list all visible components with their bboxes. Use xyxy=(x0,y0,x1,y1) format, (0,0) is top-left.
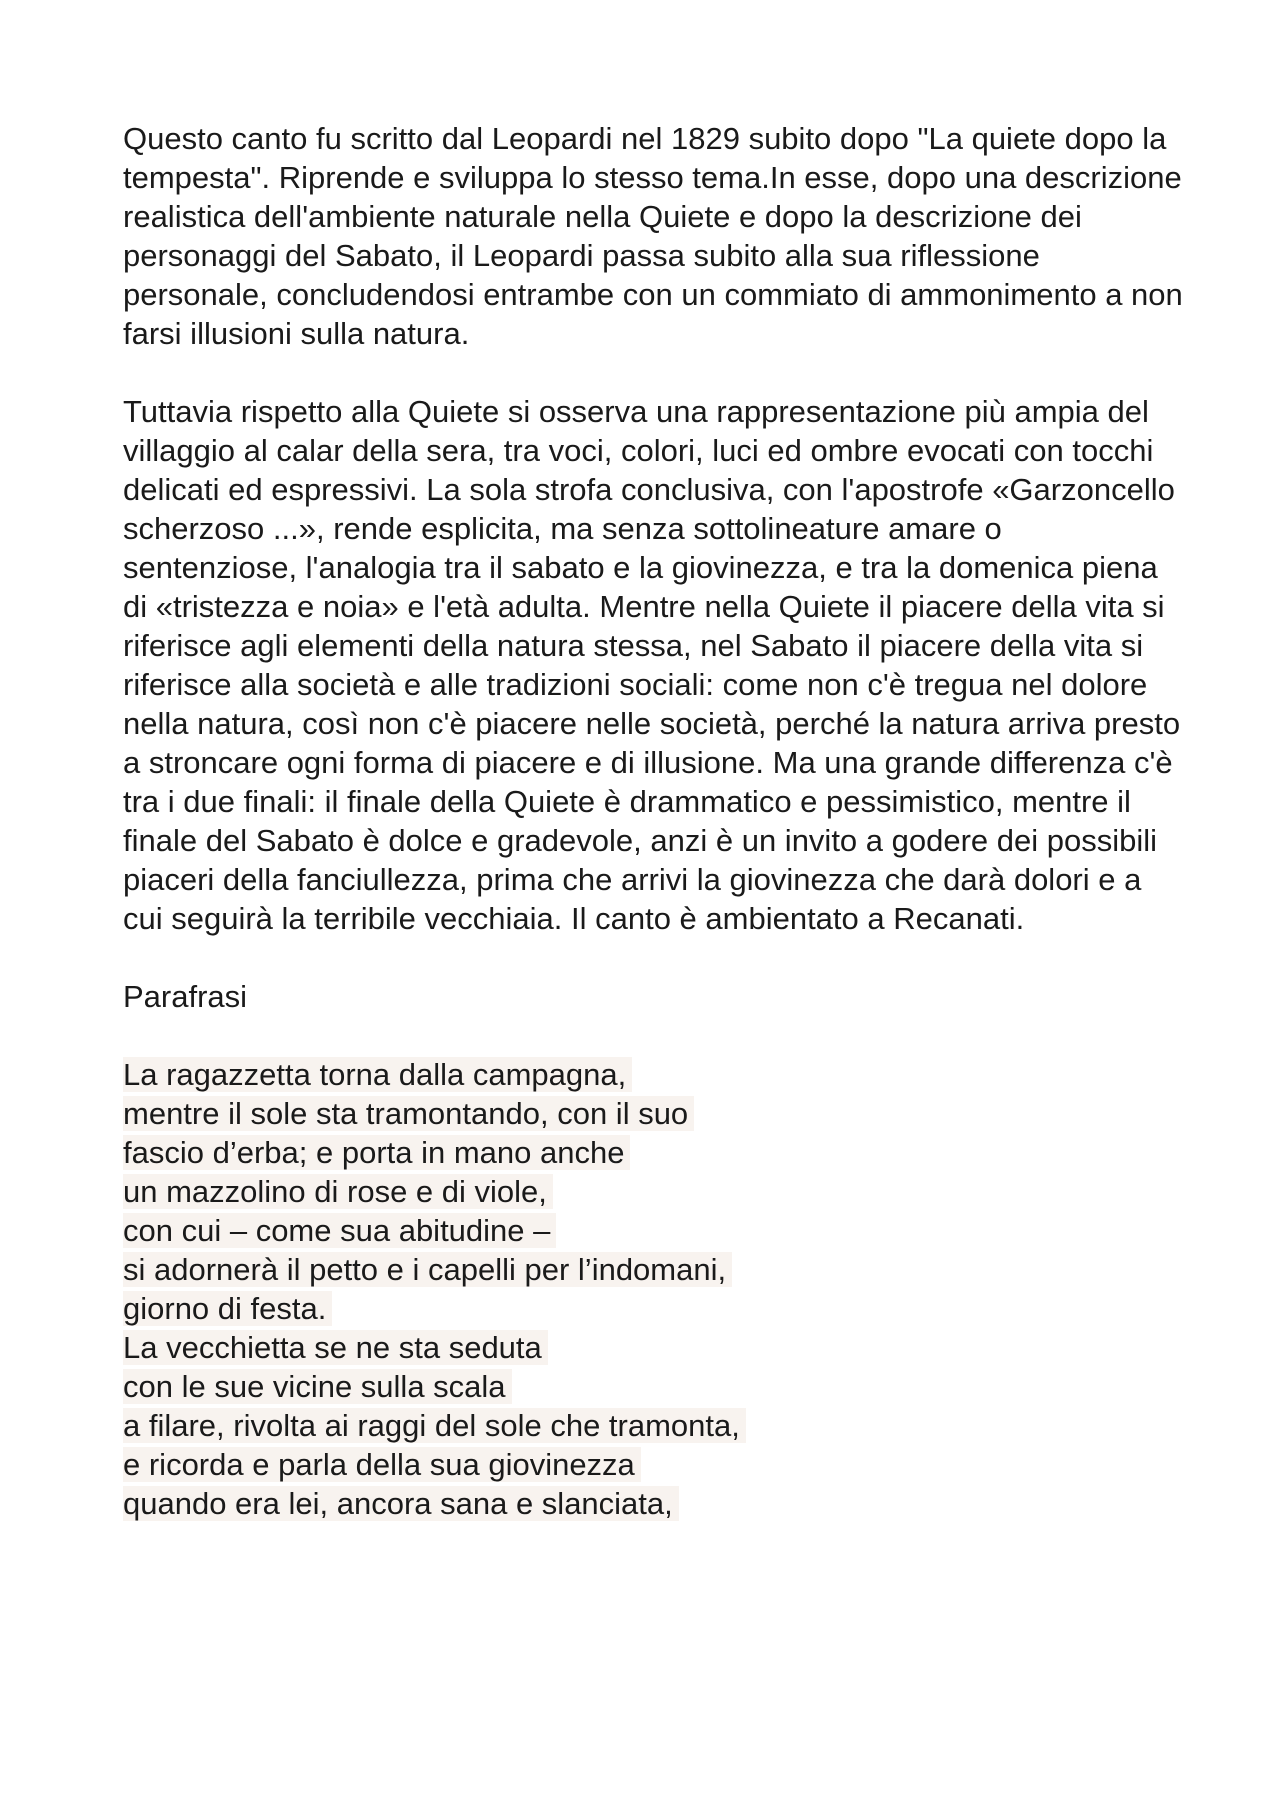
paraphrase-line: e ricorda e parla della sua giovinezza xyxy=(123,1445,1183,1484)
paraphrase-line: a filare, rivolta ai raggi del sole che tramonta, xyxy=(123,1406,1183,1445)
section-heading: Parafrasi xyxy=(123,979,248,1014)
paraphrase-line: quando era lei, ancora sana e slanciata, xyxy=(123,1484,1183,1523)
paraphrase-line: si adornerà il petto e i capelli per l’indomani, xyxy=(123,1250,1183,1289)
paraphrase-line: fascio d’erba; e porta in mano anche xyxy=(123,1133,1183,1172)
paraphrase-line: un mazzolino di rose e di viole, xyxy=(123,1172,1183,1211)
paraphrase-line: La ragazzetta torna dalla campagna, xyxy=(123,1055,1183,1094)
paraphrase-line: La vecchietta se ne sta seduta xyxy=(123,1328,1183,1367)
intro-paragraph: Questo canto fu scritto dal Leopardi nel 1829 subito dopo "La quiete dopo la tempesta". Riprende e sviluppa lo stesso tema.In esse, dopo una descrizione realistica dell'ambiente naturale nella Quiete e dopo la descrizione dei personaggi del Sabato, il Leopardi passa subito alla sua riflessione personale, concludendosi entrambe con un commiato di ammonimento a non farsi illusioni sulla natura. xyxy=(123,121,1183,351)
document-content xyxy=(123,119,1183,1523)
analysis-paragraph: Tuttavia rispetto alla Quiete si osserva una rappresentazione più ampia del villaggio al calar della sera, tra voci, colori, luci ed ombre evocati con tocchi delicati ed espressivi. La sola strofa conclusiva, con l'apostrofe «Garzoncello scherzoso ...», rende esplicita, ma senza sottolineature amare o sentenziose, l'analogia tra il sabato e la giovinezza, e tra la domenica piena di «tristezza e noia» e l'età adulta. Mentre nella Quiete il piacere della vita si riferisce agli elementi della natura stessa, nel Sabato il piacere della vita si riferisce alla società e alle tradizioni sociali: come non c'è tregua nel dolore nella natura, così non c'è piacere nelle società, perché la natura arriva presto a stroncare ogni forma di piacere e di illusione. Ma una grande differenza c'è tra i due finali: il finale della Quiete è drammatico e pessimistico, mentre il finale del Sabato è dolce e gradevole, anzi è un invito a godere dei possibili piaceri della fanciullezza, prima che arrivi la giovinezza che darà dolori e a cui seguirà la terribile vecchiaia. Il canto è ambientato a Recanati. xyxy=(123,394,1181,936)
paraphrase-block xyxy=(123,1055,1183,1523)
paraphrase-line: con cui – come sua abitudine – xyxy=(123,1211,1183,1250)
paraphrase-line: mentre il sole sta tramontando, con il suo xyxy=(123,1094,1183,1133)
paraphrase-line: con le sue vicine sulla scala xyxy=(123,1367,1183,1406)
paraphrase-line: giorno di festa. xyxy=(123,1289,1183,1328)
